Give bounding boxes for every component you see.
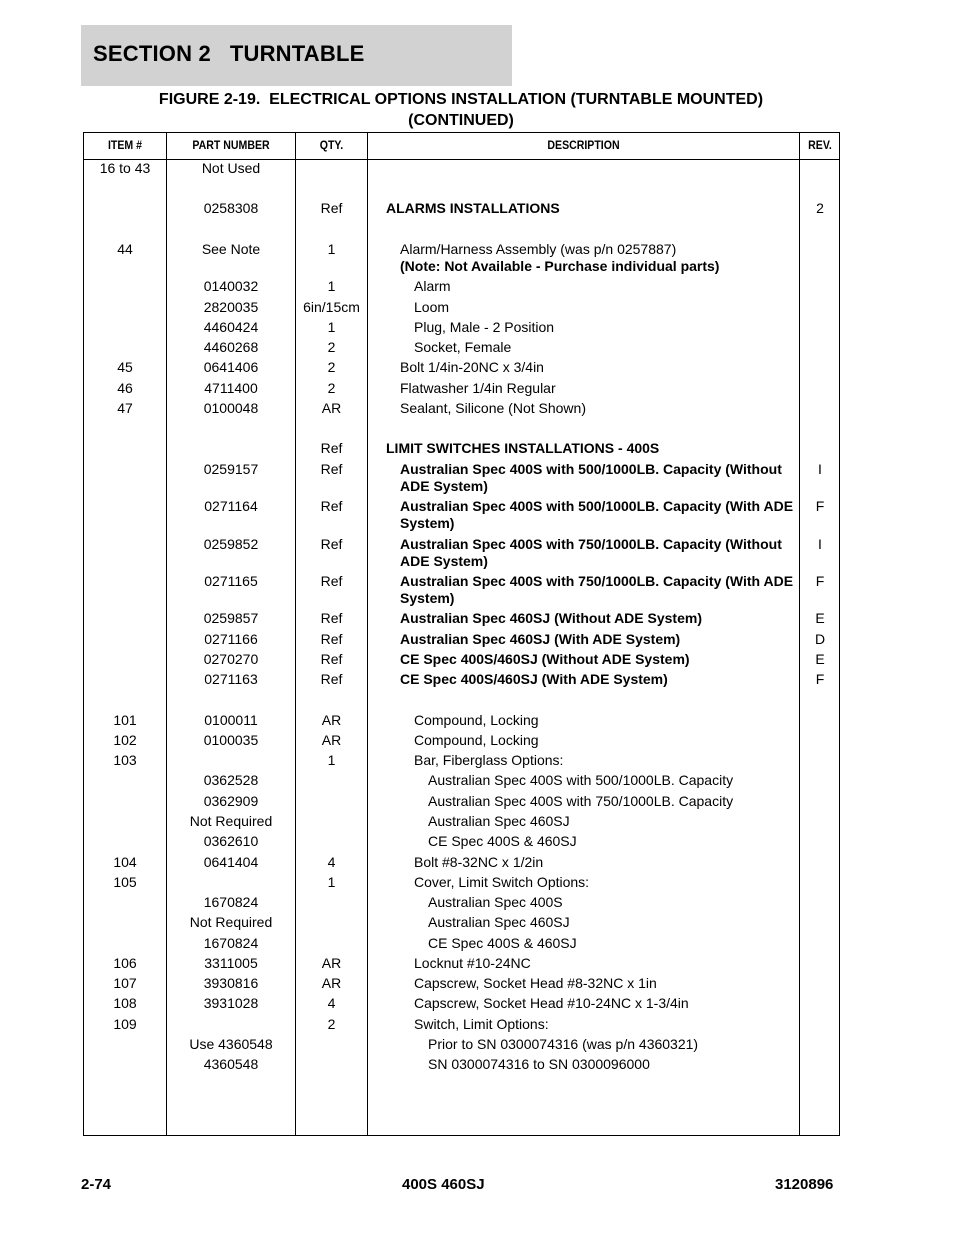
quantity-cell: Ref (320, 573, 343, 589)
revision-cell: F (815, 573, 825, 589)
revision-cell: E (815, 610, 825, 626)
description-cell: Australian Spec 400S (428, 894, 563, 910)
item-number-cell: 109 (113, 1016, 137, 1032)
part-number-cell: 0271164 (204, 498, 258, 514)
item-number-cell: 44 (117, 241, 133, 257)
quantity-cell: 1 (327, 752, 336, 768)
item-number-cell: 107 (113, 975, 137, 991)
item-number-cell: 47 (117, 400, 133, 416)
part-number-cell: 4360548 (203, 1056, 259, 1072)
quantity-cell: 2 (327, 359, 336, 375)
column-header-item: ITEM # (107, 138, 143, 152)
footer-page-number: 2-74 (81, 1176, 112, 1193)
column-header-rev: REV. (808, 138, 832, 152)
part-number-cell: 3930816 (203, 975, 259, 991)
revision-cell: F (815, 498, 825, 514)
quantity-cell: 1 (327, 874, 336, 890)
part-number-cell: 0100048 (203, 400, 259, 416)
quantity-cell: AR (321, 732, 342, 748)
part-number-cell: 0259157 (203, 461, 259, 477)
part-number-cell: 3931028 (203, 995, 259, 1011)
quantity-cell: 2 (327, 339, 336, 355)
quantity-cell: 1 (327, 278, 336, 294)
part-number-cell: 0271166 (204, 631, 258, 647)
description-cell: Bolt #8-32NC x 1/2in (414, 854, 544, 870)
description-cell: Australian Spec 460SJ (428, 813, 570, 829)
part-number-cell: 0641404 (203, 854, 259, 870)
part-number-cell: 0362528 (203, 772, 259, 788)
part-number-cell: Use 4360548 (189, 1036, 273, 1052)
part-number-cell: 0100011 (204, 712, 258, 728)
quantity-cell: 4 (327, 854, 336, 870)
description-cell: Bolt 1/4in-20NC x 3/4in (400, 359, 544, 375)
description-cell: Australian Spec 460SJ (With ADE System) (400, 631, 681, 647)
description-cell: Compound, Locking (414, 712, 539, 728)
revision-cell: 2 (816, 200, 824, 216)
part-number-cell: 0641406 (203, 359, 259, 375)
revision-cell: I (818, 536, 822, 552)
description-cell-continued: ADE System) (400, 553, 488, 569)
quantity-cell: Ref (320, 200, 343, 216)
part-number-cell: Not Used (201, 160, 261, 176)
description-cell: CE Spec 400S & 460SJ (428, 833, 577, 849)
description-cell: Prior to SN 0300074316 (was p/n 4360321) (428, 1036, 699, 1052)
quantity-cell: AR (321, 400, 342, 416)
part-number-cell: 0100035 (203, 732, 259, 748)
quantity-cell: Ref (320, 631, 343, 647)
description-cell: Loom (414, 299, 450, 315)
part-number-cell: 0362610 (203, 833, 259, 849)
description-cell: Australian Spec 400S with 500/1000LB. Capacity (Without (400, 461, 782, 477)
part-number-cell: 1670824 (203, 894, 259, 910)
description-cell: Australian Spec 400S with 750/1000LB. Capacity (428, 793, 734, 809)
description-cell: Socket, Female (414, 339, 512, 355)
revision-cell: E (815, 651, 825, 667)
description-cell: Capscrew, Socket Head #10-24NC x 1-3/4in (414, 995, 689, 1011)
part-number-cell: 4711400 (204, 380, 258, 396)
description-cell: Flatwasher 1/4in Regular (400, 380, 556, 396)
part-number-cell: 4460424 (203, 319, 259, 335)
description-cell: Australian Spec 400S with 500/1000LB. Capacity (With ADE (400, 498, 794, 514)
quantity-cell: Ref (320, 440, 343, 456)
section-title: SECTION 2 TURNTABLE (93, 41, 365, 66)
quantity-cell: Ref (320, 671, 343, 687)
description-cell: Switch, Limit Options: (414, 1016, 549, 1032)
quantity-cell: 1 (327, 319, 336, 335)
column-header-description: DESCRIPTION (547, 138, 620, 152)
part-number-cell: Not Required (189, 813, 273, 829)
revision-cell: D (814, 631, 826, 647)
description-cell: Capscrew, Socket Head #8-32NC x 1in (414, 975, 657, 991)
item-number-cell: 106 (113, 955, 137, 971)
parts-table (83, 132, 840, 1136)
revision-cell: I (818, 461, 822, 477)
description-cell: Plug, Male - 2 Position (414, 319, 555, 335)
description-cell: ALARMS INSTALLATIONS (386, 200, 560, 216)
item-number-cell: 105 (113, 874, 137, 890)
part-number-cell: 0258308 (203, 200, 259, 216)
description-cell: Australian Spec 460SJ (428, 914, 570, 930)
part-number-cell: 3311005 (204, 955, 258, 971)
description-cell: Sealant, Silicone (Not Shown) (400, 400, 586, 416)
figure-title: FIGURE 2-19. ELECTRICAL OPTIONS INSTALLATION (TURNTABLE MOUNTED) (158, 91, 764, 108)
description-cell: Alarm (414, 278, 451, 294)
quantity-cell: AR (321, 975, 342, 991)
description-cell: Locknut #10-24NC (414, 955, 531, 971)
description-cell: Australian Spec 460SJ (Without ADE System) (400, 610, 702, 626)
description-cell: CE Spec 400S/460SJ (Without ADE System) (400, 651, 690, 667)
part-number-cell: 0270270 (203, 651, 259, 667)
description-cell: CE Spec 400S/460SJ (With ADE System) (400, 671, 668, 687)
quantity-cell: Ref (320, 498, 343, 514)
part-number-cell: 0362909 (203, 793, 259, 809)
quantity-cell: 4 (327, 995, 336, 1011)
part-number-cell: 0271163 (204, 671, 258, 687)
item-number-cell: 103 (113, 752, 137, 768)
column-header-part-number: PART NUMBER (192, 138, 270, 152)
description-cell: CE Spec 400S & 460SJ (428, 935, 577, 951)
description-cell-continued: (Note: Not Available - Purchase individual parts) (400, 258, 720, 274)
part-number-cell: See Note (201, 241, 261, 257)
figure-title-continued: (CONTINUED) (408, 112, 514, 129)
description-cell-continued: System) (400, 515, 455, 531)
description-cell: Compound, Locking (414, 732, 539, 748)
description-cell-continued: System) (400, 590, 455, 606)
column-divider (367, 133, 368, 1135)
part-number-cell: 1670824 (203, 935, 259, 951)
part-number-cell: 0259852 (203, 536, 259, 552)
item-number-cell: 108 (113, 995, 137, 1011)
part-number-cell: 2820035 (203, 299, 259, 315)
quantity-cell: AR (321, 712, 342, 728)
footer-document-number: 3120896 (775, 1176, 834, 1193)
description-cell: Australian Spec 400S with 500/1000LB. Capacity (428, 772, 734, 788)
description-cell: Australian Spec 400S with 750/1000LB. Capacity (Without (400, 536, 782, 552)
description-cell: LIMIT SWITCHES INSTALLATIONS - 400S (386, 440, 660, 456)
quantity-cell: AR (321, 955, 342, 971)
quantity-cell: 2 (327, 380, 336, 396)
part-number-cell: 0140032 (203, 278, 259, 294)
part-number-cell: Not Required (189, 914, 273, 930)
part-number-cell: 4460268 (203, 339, 259, 355)
description-cell: Bar, Fiberglass Options: (414, 752, 564, 768)
section-header (81, 25, 512, 86)
item-number-cell: 101 (113, 712, 137, 728)
quantity-cell: Ref (320, 461, 343, 477)
description-cell: Cover, Limit Switch Options: (414, 874, 590, 890)
footer-model: 400S 460SJ (402, 1176, 485, 1193)
quantity-cell: 6in/15cm (303, 299, 360, 315)
item-number-cell: 46 (117, 380, 133, 396)
quantity-cell: Ref (320, 651, 343, 667)
description-cell: SN 0300074316 to SN 0300096000 (428, 1056, 650, 1072)
part-number-cell: 0259857 (203, 610, 259, 626)
item-number-cell: 102 (113, 732, 137, 748)
item-number-cell: 104 (113, 854, 137, 870)
description-cell: Australian Spec 400S with 750/1000LB. Capacity (With ADE (400, 573, 794, 589)
item-number-cell: 45 (117, 359, 133, 375)
quantity-cell: Ref (320, 610, 343, 626)
item-number-cell: 16 to 43 (99, 160, 151, 176)
part-number-cell: 0271165 (204, 573, 258, 589)
column-header-qty: QTY. (319, 138, 344, 152)
quantity-cell: Ref (320, 536, 343, 552)
revision-cell: F (815, 671, 825, 687)
quantity-cell: 1 (327, 241, 336, 257)
description-cell: Alarm/Harness Assembly (was p/n 0257887) (400, 241, 677, 257)
description-cell-continued: ADE System) (400, 478, 488, 494)
quantity-cell: 2 (327, 1016, 336, 1032)
